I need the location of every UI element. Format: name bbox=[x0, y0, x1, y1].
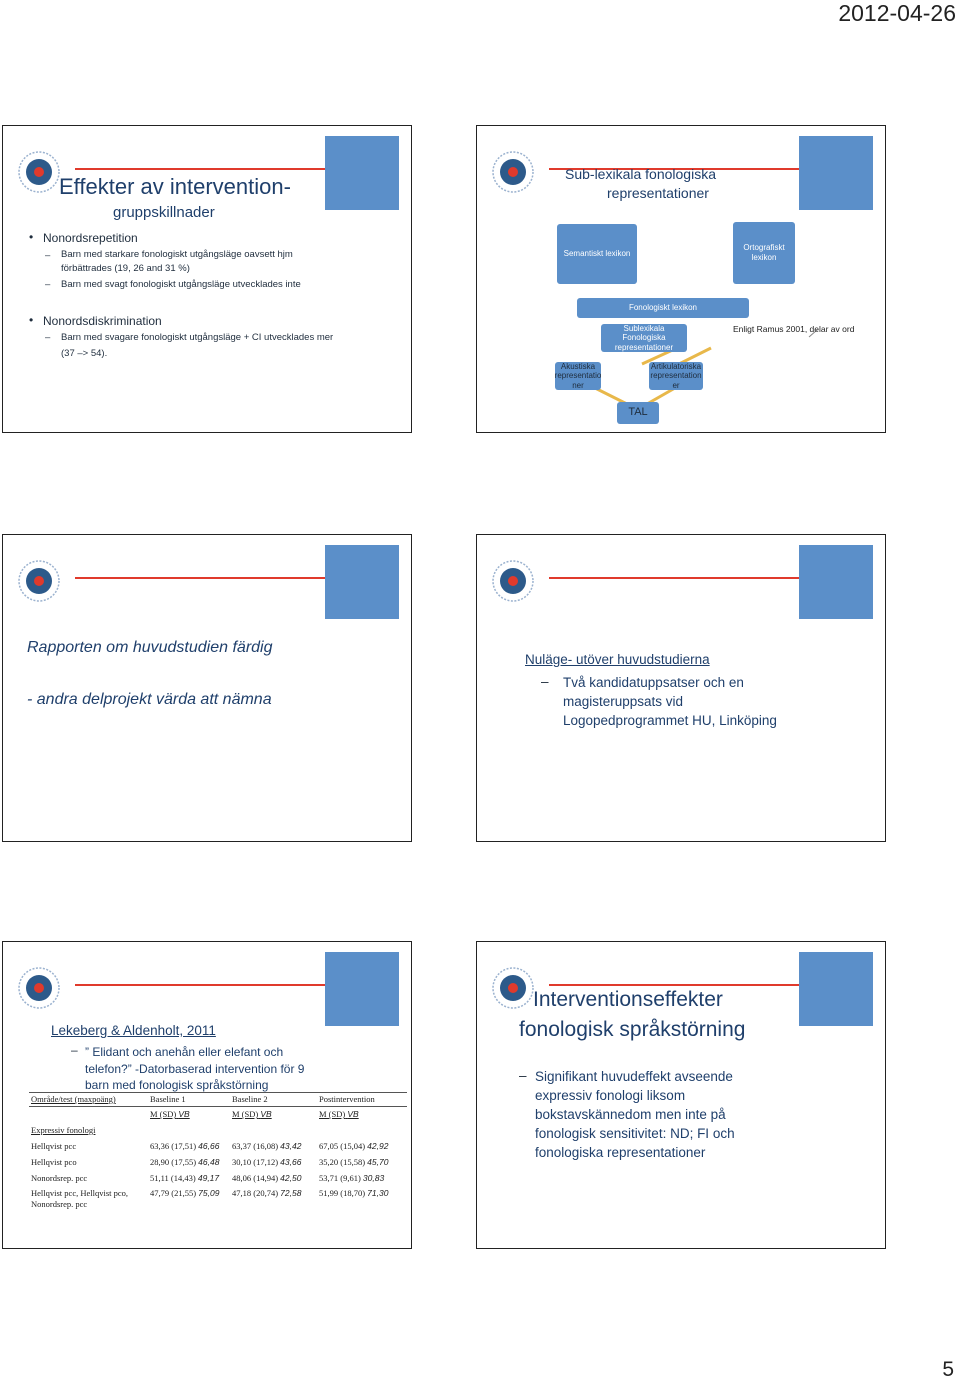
list-item: Två kandidatuppsatser och en bbox=[563, 675, 744, 690]
bullet-item: Nonordsdiskrimination bbox=[43, 314, 162, 328]
page-number: 5 bbox=[942, 1358, 954, 1381]
cell-es: 72,58 bbox=[280, 1188, 302, 1198]
bullet-item: Nonordsrepetition bbox=[43, 231, 138, 245]
university-logo-icon bbox=[17, 966, 61, 1010]
box-label: Artikulatoriska bbox=[650, 361, 702, 371]
box-akustiska bbox=[555, 362, 601, 390]
list-item: ” Elidant och anehån eller elefant och bbox=[85, 1045, 284, 1059]
slide-lekeberg bbox=[2, 941, 412, 1249]
cell-es: 43,66 bbox=[280, 1157, 302, 1167]
list-item: expressiv fonologi liksom bbox=[535, 1088, 686, 1103]
cell-es: 43,42 bbox=[280, 1141, 302, 1151]
results-table bbox=[29, 1092, 409, 1222]
accent-block bbox=[325, 545, 399, 619]
row-label: Hellqvist pco bbox=[31, 1157, 77, 1167]
header-rule bbox=[75, 984, 325, 986]
university-logo-icon bbox=[17, 150, 61, 194]
subheader-es: VB bbox=[260, 1109, 272, 1119]
subheader-text: M (SD) bbox=[319, 1109, 346, 1119]
table-subheader-cell bbox=[319, 1109, 359, 1119]
slide-nulage bbox=[476, 534, 886, 842]
cell-value: 30,10 (17,12) bbox=[232, 1157, 279, 1167]
sub-item: förbättrades (19, 26 and 31 %) bbox=[61, 263, 190, 274]
box-label: ner bbox=[572, 380, 584, 390]
row-label: Hellqvist pcc, Hellqvist pco, bbox=[31, 1188, 129, 1198]
cell-value: 51,11 (14,43) bbox=[150, 1173, 196, 1183]
box-tal bbox=[617, 402, 659, 424]
cell-value: 47,18 (20,74) bbox=[232, 1188, 279, 1198]
sub-item: Barn med starkare fonologiskt utgångsläge oavsett hjm bbox=[61, 249, 293, 260]
slide-title: representationer bbox=[607, 185, 709, 201]
slide-title: fonologisk språkstörning bbox=[519, 1018, 746, 1041]
header-rule bbox=[75, 577, 325, 579]
subheader-text: M (SD) bbox=[232, 1109, 259, 1119]
box-label: Fonologiskt lexikon bbox=[628, 303, 698, 313]
slide-rapporten bbox=[2, 534, 412, 842]
slide-heading: Nuläge- utöver huvudstudierna bbox=[525, 652, 710, 667]
table-header-cell: Baseline 2 bbox=[232, 1094, 268, 1104]
box-label: Sublexikala Fonologiska bbox=[622, 323, 666, 343]
list-item: Signifikant huvudeffekt avseende bbox=[535, 1069, 733, 1084]
cell-value: 28,90 (17,55) bbox=[150, 1157, 197, 1167]
list-item: Logopedprogrammet HU, Linköping bbox=[563, 713, 777, 728]
cell-value: 63,37 (16,08) bbox=[232, 1141, 279, 1151]
box-label: Ortografiskt bbox=[743, 243, 785, 253]
bullet-dot: • bbox=[29, 313, 34, 327]
list-item: fonologisk sensitivitet: ND; FI och bbox=[535, 1126, 735, 1141]
header-rule bbox=[75, 168, 325, 170]
cell-es: 45,70 bbox=[367, 1157, 389, 1167]
dash-icon: – bbox=[45, 332, 51, 343]
header-rule bbox=[549, 577, 799, 579]
box-label: representatio bbox=[554, 371, 602, 381]
box-fonologiskt-lexikon bbox=[577, 298, 749, 318]
slide-text: - andra delprojekt värda att nämna bbox=[27, 691, 272, 708]
university-logo-icon bbox=[491, 559, 535, 603]
row-label: Hellqvist pcc bbox=[31, 1141, 77, 1151]
accent-block bbox=[799, 545, 873, 619]
slide-title: Sub-lexikala fonologiska bbox=[565, 166, 716, 182]
row-label: Nonordsrep. pcc bbox=[31, 1199, 88, 1209]
sub-item: (37 –> 54). bbox=[61, 348, 108, 359]
slide-interventionseffekter bbox=[476, 941, 886, 1249]
cell-value: 51,99 (18,70) bbox=[319, 1188, 366, 1198]
table-header-cell: Postintervention bbox=[319, 1094, 375, 1104]
cell-es: 42,50 bbox=[280, 1173, 302, 1183]
cell-value: 67,05 (15,04) bbox=[319, 1141, 366, 1151]
table-subheader-cell bbox=[150, 1109, 190, 1119]
box-label: representationer bbox=[614, 342, 674, 352]
cell-es: 42,92 bbox=[367, 1141, 389, 1151]
cell-value: 53,71 (9,61) bbox=[319, 1173, 361, 1183]
slide-heading: Lekeberg & Aldenholt, 2011 bbox=[51, 1023, 216, 1038]
box-label: er bbox=[672, 380, 680, 390]
accent-block bbox=[325, 136, 399, 210]
row-label: Nonordsrep. pcc bbox=[31, 1173, 88, 1183]
subheader-text: M (SD) bbox=[150, 1109, 177, 1119]
box-label: lexikon bbox=[751, 253, 777, 262]
section-label: Expressiv fonologi bbox=[31, 1125, 96, 1135]
cell-es: 46,48 bbox=[198, 1157, 220, 1167]
cell-es: 75,09 bbox=[198, 1188, 220, 1198]
table-header-cell: Område/test (maxpoäng) bbox=[31, 1094, 116, 1104]
list-item: barn med fonologisk språkstörning bbox=[85, 1078, 269, 1092]
list-item: telefon?” -Datorbaserad intervention för 9 bbox=[85, 1062, 305, 1076]
dash-icon: – bbox=[541, 674, 549, 689]
accent-block bbox=[325, 952, 399, 1026]
box-label: Akustiska bbox=[560, 361, 596, 371]
slide-sublexikala bbox=[476, 125, 886, 433]
cell-es: 49,17 bbox=[197, 1173, 220, 1183]
cell-value: 63,36 (17,51) bbox=[150, 1141, 197, 1151]
cell-value: 47,79 (21,55) bbox=[150, 1188, 197, 1198]
bullet-dot: • bbox=[29, 230, 34, 244]
box-semantiskt-lexikon bbox=[557, 224, 637, 284]
slide-title: Effekter av intervention- bbox=[59, 174, 291, 199]
page-date: 2012-04-26 bbox=[838, 0, 956, 26]
box-label: TAL bbox=[628, 406, 648, 419]
box-artikulatoriska bbox=[649, 362, 703, 390]
box-label: representation bbox=[650, 371, 702, 381]
cell-value: 35,20 (15,58) bbox=[319, 1157, 366, 1167]
university-logo-icon bbox=[17, 559, 61, 603]
dash-icon: – bbox=[45, 279, 51, 290]
slide-effekter bbox=[2, 125, 412, 433]
slide-text: Rapporten om huvudstudien färdig bbox=[27, 639, 273, 656]
slide-subtitle: gruppskillnader bbox=[113, 204, 215, 221]
cell-es: 46,66 bbox=[198, 1141, 220, 1151]
list-item: bokstavskännedom men inte på bbox=[535, 1107, 726, 1122]
box-label: Semantiskt lexikon bbox=[563, 249, 631, 259]
dash-icon: – bbox=[71, 1043, 78, 1057]
table-header-cell: Baseline 1 bbox=[150, 1094, 186, 1104]
list-item: magisteruppsats vid bbox=[563, 694, 684, 709]
accent-block bbox=[799, 952, 873, 1026]
list-item: fonologiska representationer bbox=[535, 1145, 706, 1160]
sub-item: Barn med svagare fonologiskt utgångsläge + CI utvecklades mer bbox=[61, 332, 334, 343]
subheader-es: VB bbox=[347, 1109, 359, 1119]
slide-title: Interventionseffekter bbox=[533, 988, 723, 1011]
cell-value: 48,06 (14,94) bbox=[232, 1173, 279, 1183]
dash-icon: – bbox=[519, 1068, 527, 1083]
source-note: Enligt Ramus 2001, delar av ord bbox=[733, 324, 855, 334]
subheader-es: VB bbox=[178, 1109, 190, 1119]
table-subheader-cell bbox=[232, 1109, 272, 1119]
university-logo-icon bbox=[491, 966, 535, 1010]
sub-item: Barn med svagt fonologiskt utgångsläge utvecklades inte bbox=[61, 279, 301, 290]
cell-es: 30,83 bbox=[362, 1173, 385, 1183]
box-ortografiskt-lexikon bbox=[733, 222, 795, 284]
cell-es: 71,30 bbox=[367, 1188, 389, 1198]
header-rule bbox=[549, 984, 799, 986]
dash-icon: – bbox=[45, 250, 51, 261]
box-sublexikala bbox=[601, 324, 687, 352]
